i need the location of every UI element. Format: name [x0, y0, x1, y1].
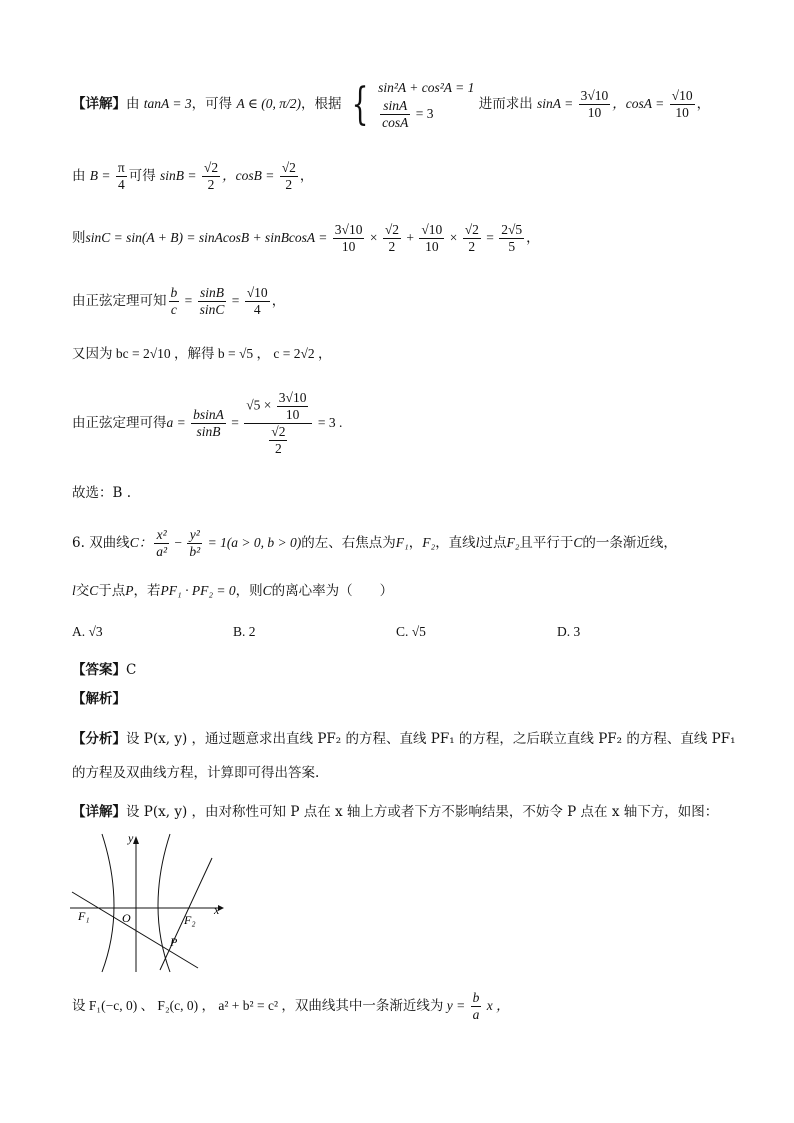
text: ，根据	[300, 96, 342, 112]
sys-eq-2-frac	[380, 98, 410, 131]
num: sinB	[198, 285, 227, 302]
detail-line-6	[72, 390, 342, 457]
text: ，	[271, 293, 286, 309]
den: 10	[425, 239, 439, 254]
equals: =	[227, 415, 243, 430]
choice-text: 故选：B .	[72, 485, 132, 501]
num: √10	[671, 88, 693, 103]
analysis-text-1: 设 P(x, y) ，通过题意求出直线 PF₂ 的方程、直线 PF₁ 的方程，之后联立直线 PF₂ 的方程、直线 PF₁	[126, 731, 736, 747]
den: 2	[207, 177, 215, 192]
sinc-expansion: sinC = sin(A + B) = sinAcosB + sinBcosA =	[85, 230, 331, 245]
option-b: B. 2	[233, 624, 256, 639]
analysis-sub-label: 【分析】	[72, 731, 126, 747]
point-p: P	[125, 583, 134, 598]
analysis-label: 【解析】	[72, 691, 126, 707]
frac	[333, 222, 365, 255]
y2-over-b2	[187, 527, 202, 560]
num: 3√10	[278, 390, 307, 405]
num: 3√10	[334, 222, 363, 237]
text: ，	[408, 535, 423, 551]
text: 于点	[98, 583, 126, 599]
p-label: P	[170, 935, 178, 949]
times: ×	[446, 230, 461, 245]
num: sinA	[380, 98, 410, 115]
text: 且平行于	[519, 535, 574, 551]
frac	[463, 222, 481, 255]
sys-eq-1: sin²A + cos²A = 1	[378, 80, 475, 95]
text: 的左、右焦点为	[301, 535, 396, 551]
cosa-label: ，cosA =	[612, 96, 668, 111]
vector-condition: PF₁ · PF₂ = 0	[160, 583, 236, 598]
text: 由正弦定理可知	[72, 293, 167, 309]
num: 3√10	[580, 88, 609, 103]
detail-line-2	[72, 160, 313, 193]
den: 10	[285, 407, 300, 422]
den: sinB	[196, 424, 221, 439]
den: 10	[341, 239, 356, 254]
text: ，	[696, 96, 711, 112]
equals: =	[181, 293, 196, 308]
detail-line-1	[72, 78, 710, 131]
tail: x ，	[483, 998, 510, 1013]
detail-line-9	[72, 990, 510, 1023]
origin-label: O	[122, 911, 131, 925]
b-eq: B =	[89, 168, 114, 183]
text: ，可得	[191, 96, 233, 112]
num: π	[117, 160, 125, 175]
text: ，直线	[435, 535, 476, 551]
text: 的离心率为（ ）	[271, 583, 394, 599]
num: √2	[203, 160, 219, 175]
detail-text: 设 P(x, y) ，由对称性可知 P 点在 x 轴上方或者下方不影响结果，不妨令 P 点在 x 轴下方，如图：	[126, 804, 719, 820]
x-label: x	[214, 903, 220, 917]
line-l: l	[475, 535, 480, 550]
f1-label: F₁	[78, 909, 90, 923]
question-number: 6.	[72, 535, 85, 551]
den: 10	[675, 105, 689, 120]
detail-line-7	[72, 484, 131, 502]
hyperbola-figure	[66, 828, 230, 976]
num: √2	[464, 222, 479, 237]
sinb-over-sinc	[198, 285, 227, 318]
complex-frac	[244, 390, 312, 457]
num: x²	[154, 527, 169, 544]
sina-frac	[579, 88, 611, 121]
b-over-a	[471, 990, 482, 1023]
analysis-line-1	[72, 730, 736, 748]
den: 4	[117, 177, 125, 192]
frac	[383, 222, 401, 255]
condition: = 1(a > 0, b > 0)	[204, 535, 302, 550]
answer-value: C	[126, 662, 137, 678]
times: ×	[366, 230, 381, 245]
question-6-line-1	[72, 527, 677, 560]
num: b	[170, 285, 178, 300]
equals: =	[482, 230, 498, 245]
text: 由	[72, 168, 86, 184]
num: √2	[271, 424, 286, 439]
frac	[419, 222, 444, 255]
den: b²	[189, 544, 201, 559]
angle-range: A ∈ (0, π/2)	[236, 96, 301, 111]
foci-text: 设 F₁(−c, 0) 、 F₂(c, 0) ， a² + b² = c² ，双曲线其中一条渐近线为	[72, 998, 447, 1013]
cosb-frac	[280, 160, 298, 193]
text: 可得	[128, 168, 156, 184]
text: ，则	[235, 583, 263, 599]
text: ，若	[133, 583, 161, 599]
num: b	[472, 990, 480, 1005]
option-d: D. 3	[557, 624, 581, 639]
num: √10	[421, 222, 443, 237]
equation-system	[378, 78, 474, 131]
sqrt5-times: √5 ×	[246, 397, 275, 413]
text: ，	[526, 230, 540, 246]
option-a: A. √3	[72, 624, 103, 639]
curve-c: C	[573, 535, 583, 550]
tan-eq: tanA = 3	[143, 96, 192, 111]
analysis-text-2: 的方程及双曲线方程，计算即可得出答案.	[72, 765, 320, 781]
detail-line-3	[72, 222, 540, 255]
den: 2	[285, 177, 293, 192]
cosb-label: ，cosB =	[222, 168, 278, 183]
pi-over-4	[116, 160, 127, 193]
sina-label: sinA =	[537, 96, 577, 111]
den: 5	[508, 239, 516, 254]
y-label: y	[128, 831, 134, 845]
detail-label: 【详解】	[72, 96, 126, 112]
num: y²	[187, 527, 202, 544]
f2-label: F₂	[184, 913, 196, 927]
plus: +	[403, 230, 418, 245]
inner-frac	[269, 424, 287, 457]
text: 过点	[479, 535, 507, 551]
text: 交	[75, 583, 90, 599]
den: 2	[468, 239, 476, 254]
sinb-frac	[202, 160, 220, 193]
num: √2	[384, 222, 400, 237]
curve-c: C：	[129, 535, 153, 550]
num: bsinA	[193, 407, 224, 422]
curve-c: C	[262, 583, 272, 598]
analysis-label-line	[72, 690, 126, 708]
sys-eq-2-tail: = 3	[412, 106, 434, 121]
detail-label: 【详解】	[72, 804, 126, 820]
complex-den	[244, 424, 312, 457]
den: a	[472, 1007, 480, 1022]
den: 10	[587, 105, 602, 120]
detail-line-5	[72, 345, 332, 363]
text: 的一条渐近线，	[582, 535, 677, 551]
den: 2	[388, 239, 396, 254]
left-branch	[102, 834, 114, 972]
equals: =	[228, 293, 243, 308]
frac	[499, 222, 524, 255]
text: ，	[299, 168, 314, 184]
den: cosA	[382, 115, 409, 130]
den: 4	[253, 302, 261, 317]
inner-frac	[277, 390, 309, 423]
num: √2	[281, 160, 296, 175]
cosa-frac	[670, 88, 695, 121]
minus: −	[171, 535, 186, 550]
line-l: l	[72, 583, 76, 598]
f2: F₂	[506, 535, 520, 550]
text: 则	[72, 230, 86, 246]
answer-label: 【答案】	[72, 662, 126, 678]
bsina-over-sinb	[191, 407, 226, 440]
curve-c: C	[89, 583, 99, 598]
y-axis-arrow	[133, 836, 139, 844]
detail-line-4	[72, 285, 285, 318]
option-c: C. √5	[396, 624, 426, 639]
text: 进而求出	[478, 96, 533, 112]
f1: F₁	[395, 535, 409, 550]
x2-over-a2	[154, 527, 169, 560]
a-eq: a =	[166, 415, 190, 430]
analysis-line-2	[72, 764, 319, 782]
den: a²	[156, 544, 168, 559]
f2: F₂	[422, 535, 436, 550]
b-over-c	[169, 285, 180, 318]
bc-solution: 又因为 bc = 2√10 ，解得 b = √5 ， c = 2√2 ，	[72, 346, 332, 361]
question-6-line-2	[72, 582, 393, 600]
text: 由	[126, 96, 140, 112]
den: sinC	[199, 302, 225, 317]
num: √10	[246, 285, 268, 300]
ratio-frac	[245, 285, 270, 318]
answer-line	[72, 661, 136, 679]
system-brace: {	[351, 78, 369, 130]
den: c	[170, 302, 177, 317]
y-eq: y =	[446, 998, 469, 1013]
den: 2	[274, 441, 282, 456]
result: = 3 .	[314, 415, 343, 430]
text: 双曲线	[89, 535, 130, 551]
text: 由正弦定理可得	[72, 415, 167, 431]
complex-num	[244, 390, 312, 424]
detail-line-8	[72, 803, 718, 821]
sinb-label: sinB =	[160, 168, 200, 183]
num: 2√5	[501, 222, 523, 237]
